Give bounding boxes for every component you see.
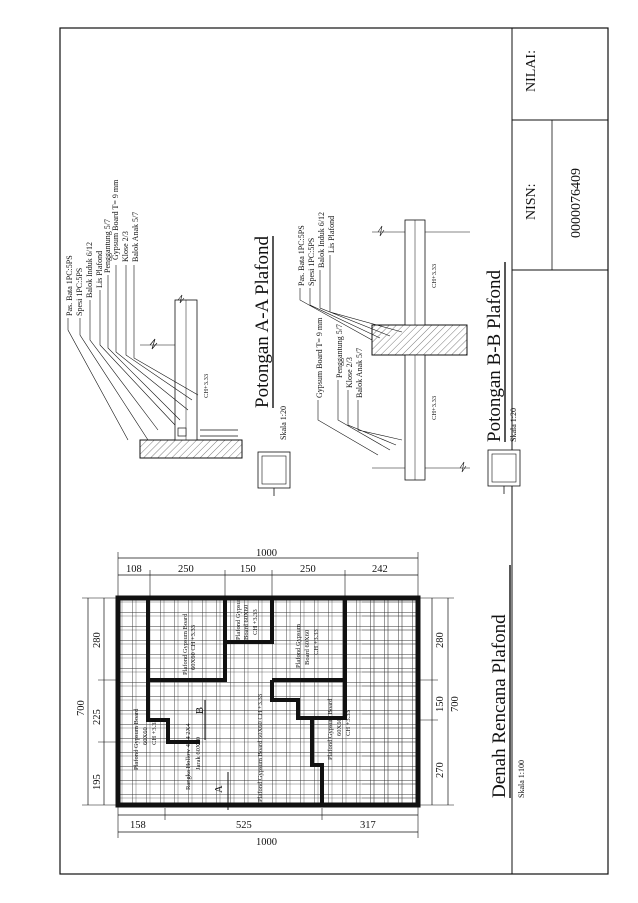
- svg-text:Plafond Gypsum Board: Plafond Gypsum Board: [133, 708, 140, 770]
- dim-right-seg-2: 150: [435, 696, 446, 712]
- bb-scale: Skala 1:20: [509, 408, 518, 442]
- bb-ch-upper: CH+3.33: [431, 263, 438, 288]
- dim-bottom-total: 1000: [256, 837, 277, 848]
- dim-top-seg-1: 108: [126, 564, 142, 575]
- dim-top-seg-2: 250: [178, 564, 194, 575]
- section-aa: [65, 179, 290, 496]
- aa-break: [150, 339, 157, 349]
- nisn-value: 0000076409: [569, 168, 584, 238]
- svg-text:Pas. Bata 1PC:5PS: Pas. Bata 1PC:5PS: [297, 225, 306, 286]
- svg-text:CH +3.33: CH +3.33: [252, 609, 259, 635]
- dim-left-seg-1: 195: [92, 774, 103, 790]
- svg-text:Rangka Hollow 4X4 2X4: Rangka Hollow 4X4 2X4: [185, 723, 192, 790]
- svg-text:Balok Anak 5/7: Balok Anak 5/7: [131, 211, 140, 262]
- svg-text:60X60: 60X60: [142, 727, 149, 745]
- svg-text:60X60 CH +3.33: 60X60 CH +3.33: [190, 624, 197, 670]
- svg-text:Spesi 1PC:5PS: Spesi 1PC:5PS: [307, 237, 316, 286]
- svg-text:60X60: 60X60: [336, 718, 343, 736]
- aa-labels: [65, 179, 140, 316]
- svg-text:Plafond Gypsum Board: Plafond Gypsum Board: [327, 698, 334, 760]
- dim-bottom-seg-3: 317: [360, 820, 376, 831]
- svg-text:Plafond Gypsum Board: Plafond Gypsum Board: [182, 613, 189, 675]
- dim-bottom: [118, 805, 418, 848]
- aa-title: Potongan A-A Plafond: [252, 235, 273, 408]
- dim-left-seg-3: 280: [92, 632, 103, 648]
- svg-text:CH +3.33: CH +3.33: [313, 629, 320, 655]
- plan-scale: Skala 1:100: [517, 760, 526, 798]
- svg-text:Lis Plafond: Lis Plafond: [327, 215, 336, 253]
- dim-top: [118, 548, 418, 598]
- svg-text:Penggantung 5/7: Penggantung 5/7: [103, 219, 112, 273]
- aa-ch: CH+3.33: [203, 373, 210, 398]
- svg-text:Balok Induk 6/12: Balok Induk 6/12: [317, 212, 326, 268]
- dim-right: [418, 598, 461, 805]
- svg-text:CH +3.33: CH +3.33: [151, 719, 158, 745]
- svg-text:Jarak 60X60: Jarak 60X60: [195, 736, 202, 770]
- svg-text:CH +3.33: CH +3.33: [345, 710, 352, 736]
- bb-labels-bottom: [315, 317, 364, 398]
- plan-title: Denah Rencana Plafond: [489, 614, 510, 798]
- dim-top-seg-4: 250: [300, 564, 316, 575]
- nilai-label: NILAI:: [524, 50, 539, 92]
- dim-top-seg-5: 242: [372, 564, 388, 575]
- svg-text:Plafond Gypsum: Plafond Gypsum: [295, 624, 302, 668]
- svg-text:Klose 2/3: Klose 2/3: [121, 231, 130, 262]
- dim-bottom-seg-2: 525: [236, 820, 252, 831]
- svg-text:Lis Plafond: Lis Plafond: [95, 250, 104, 288]
- dim-top-seg-3: 150: [240, 564, 256, 575]
- bb-ch-lower: CH+3.33: [431, 395, 438, 420]
- dim-right-seg-1: 270: [435, 762, 446, 778]
- dim-left-seg-2: 225: [92, 709, 103, 725]
- svg-text:Plafond Gypsum: Plafond Gypsum: [235, 596, 242, 640]
- svg-text:Balok Induk 6/12: Balok Induk 6/12: [85, 242, 94, 298]
- dim-top-total: 1000: [256, 548, 277, 559]
- svg-text:Board 60X60: Board 60X60: [304, 629, 311, 665]
- svg-text:Pas. Bata 1PC:5PS: Pas. Bata 1PC:5PS: [65, 255, 74, 316]
- aa-scale: Skala 1:20: [279, 406, 288, 440]
- section-b-marker: B: [195, 706, 206, 714]
- aa-beam: [140, 440, 242, 458]
- svg-text:Gypsum Board T= 9 mm: Gypsum Board T= 9 mm: [111, 179, 120, 260]
- bb-beam: [372, 325, 467, 355]
- dim-left-total: 700: [76, 700, 87, 716]
- svg-text:Board 60X60: Board 60X60: [243, 604, 250, 640]
- svg-text:Penggantung 5/7: Penggantung 5/7: [335, 324, 344, 378]
- nisn-label: NISN:: [524, 183, 539, 220]
- section-bb: [297, 212, 520, 494]
- bb-title: Potongan B-B Plafond: [484, 269, 505, 442]
- svg-text:Spesi 1PC:5PS: Spesi 1PC:5PS: [75, 267, 84, 316]
- svg-text:Balok Anak 5/7: Balok Anak 5/7: [355, 347, 364, 398]
- svg-text:Klose 2/3: Klose 2/3: [345, 357, 354, 388]
- ceiling-plan: [76, 548, 526, 848]
- main-ceiling-label: Plafond Gypsum Board 60X60 CH +3.33: [257, 693, 264, 802]
- section-a-marker: A: [214, 785, 225, 793]
- dim-bottom-seg-1: 158: [130, 820, 146, 831]
- dim-right-total: 700: [450, 696, 461, 712]
- dim-right-seg-3: 280: [435, 632, 446, 648]
- svg-text:Gypsum Board T= 9 mm: Gypsum Board T= 9 mm: [315, 317, 324, 398]
- dim-left: [76, 598, 118, 805]
- plan-grid-mask: [362, 598, 418, 805]
